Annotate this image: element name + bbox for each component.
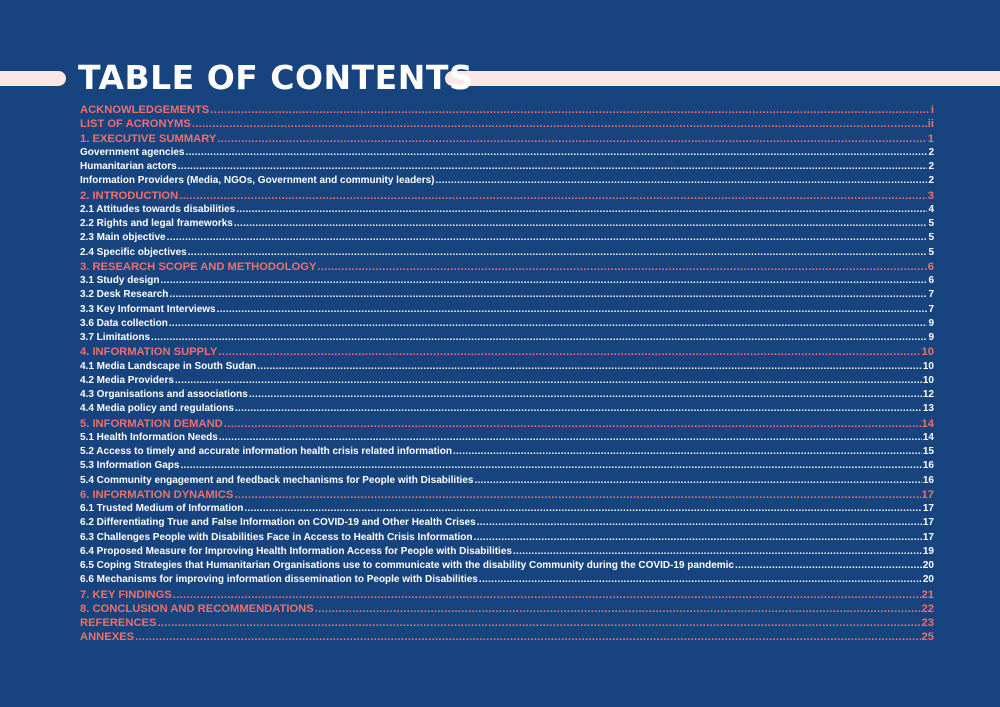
dot-leader: [217, 303, 928, 317]
toc-subsection-entry[interactable]: [80, 445, 934, 459]
toc-subsection-entry[interactable]: [80, 274, 934, 288]
dot-leader: [234, 488, 920, 502]
toc-subsection-entry[interactable]: [80, 388, 934, 402]
toc-section-entry[interactable]: [80, 260, 934, 274]
dot-leader: [185, 146, 927, 160]
toc-entry-label: 2.1 Attitudes towards disabilities: [80, 203, 236, 215]
toc-entry-label: 3.1 Study design: [80, 275, 160, 286]
toc-entry-label: 2.2 Rights and legal frameworks: [80, 218, 233, 229]
toc-page-number: 17: [922, 517, 934, 529]
toc-entry-label: 6.5 Coping Strategies that Humanitarian Organisations use to communicate with the disability Community during the COVID-19 pandemic: [80, 560, 734, 571]
toc-section-entry[interactable]: [80, 103, 934, 117]
toc-page-number: 2: [928, 161, 934, 172]
toc-entry-label: 3.7 Limitations: [80, 332, 151, 343]
dot-leader: [173, 588, 921, 602]
toc-subsection-entry[interactable]: [80, 459, 934, 473]
dot-leader: [249, 388, 922, 402]
dot-leader: [317, 260, 926, 274]
toc-section-entry[interactable]: [80, 345, 934, 359]
toc-entry-label: 4.1 Media Landscape in South Sudan: [80, 360, 257, 372]
toc-page-number: 13: [922, 403, 934, 415]
toc-entry-label: 5.4 Community engagement and feedback mechanisms for People with Disabilities: [80, 474, 474, 486]
dot-leader: [479, 573, 922, 587]
toc-subsection-entry[interactable]: [80, 231, 934, 245]
toc-entry-label: 7. KEY FINDINGS: [80, 588, 172, 601]
toc-entry-label: REFERENCES: [80, 617, 157, 629]
toc-entry-label: 6.2 Differentiating True and False Information on COVID-19 and Other Health Crises: [80, 517, 476, 529]
toc-page-number: 20: [922, 574, 934, 586]
toc-page-number: 1: [927, 132, 934, 145]
toc-page-number: 19: [922, 545, 934, 557]
dot-leader: [234, 217, 928, 231]
toc-entry-label: 6.1 Trusted Medium of Information: [80, 503, 244, 514]
toc-subsection-entry[interactable]: [80, 288, 934, 302]
toc-entry-label: ANNEXES: [80, 631, 135, 644]
toc-page-number: 10: [922, 374, 934, 386]
toc-subsection-entry[interactable]: [80, 331, 934, 345]
toc-entry-label: 6. INFORMATION DYNAMICS: [80, 488, 234, 501]
toc-subsection-entry[interactable]: [80, 402, 934, 416]
toc-entry-label: 4. INFORMATION SUPPLY: [80, 346, 218, 359]
toc-entry-label: 1. EXECUTIVE SUMMARY: [80, 132, 217, 145]
dot-leader: [178, 160, 928, 174]
dot-leader: [175, 374, 922, 388]
toc-page-number: 17: [921, 488, 934, 501]
dot-leader: [474, 474, 921, 488]
toc-entry-label: 3.2 Desk Research: [80, 289, 169, 301]
toc-subsection-entry[interactable]: [80, 374, 934, 388]
toc-subsection-entry[interactable]: [80, 531, 934, 545]
toc-section-entry[interactable]: [80, 630, 934, 644]
toc-section-entry[interactable]: [80, 588, 934, 602]
toc-page-number: 15: [922, 446, 934, 457]
toc-entry-label: Government agencies: [80, 146, 185, 158]
dot-leader: [477, 516, 922, 530]
page-title: TABLE OF CONTENTS: [78, 58, 474, 97]
toc-section-entry[interactable]: [80, 417, 934, 431]
toc-entry-label: 5.3 Information Gaps: [80, 460, 180, 472]
toc-subsection-entry[interactable]: [80, 160, 934, 174]
toc-subsection-entry[interactable]: [80, 360, 934, 374]
toc-page-number: 10: [921, 346, 934, 359]
toc-subsection-entry[interactable]: [80, 516, 934, 530]
toc-page-number: 21: [921, 588, 934, 601]
toc-page-number: ii: [927, 118, 934, 131]
toc-page-number: 10: [922, 360, 934, 372]
dot-leader: [224, 417, 921, 431]
toc-section-entry[interactable]: [80, 117, 934, 131]
toc-page-number: 2: [928, 175, 934, 187]
dot-leader: [436, 174, 928, 188]
toc-page-number: 14: [922, 431, 934, 443]
table-of-contents: [80, 103, 934, 645]
toc-entry-label: 3. RESEARCH SCOPE AND METHODOLOGY: [80, 260, 317, 273]
toc-entry-label: Information Providers (Media, NGOs, Government and community leaders): [80, 175, 435, 187]
toc-page-number: 3: [927, 189, 934, 202]
toc-page-number: 6: [927, 260, 934, 273]
toc-subsection-entry[interactable]: [80, 146, 934, 160]
toc-entry-label: 3.3 Key Informant Interviews: [80, 303, 216, 315]
toc-page-number: 4: [928, 203, 934, 215]
dot-leader: [169, 288, 927, 302]
toc-entry-label: Humanitarian actors: [80, 161, 177, 172]
toc-entry-label: 2.3 Main objective: [80, 232, 166, 244]
decorative-bar-left: [0, 71, 66, 86]
toc-entry-label: 4.4 Media policy and regulations: [80, 403, 234, 415]
toc-subsection-entry[interactable]: [80, 174, 934, 188]
dot-leader: [513, 545, 922, 559]
toc-subsection-entry[interactable]: [80, 203, 934, 217]
toc-page-number: 5: [928, 218, 934, 229]
dot-leader: [135, 630, 920, 644]
toc-entry-label: 5.2 Access to timely and accurate information health crisis related information: [80, 446, 452, 457]
toc-page-number: 6: [928, 275, 934, 286]
toc-entry-label: 4.3 Organisations and associations: [80, 389, 248, 400]
toc-subsection-entry[interactable]: [80, 545, 934, 559]
dot-leader: [244, 502, 922, 516]
toc-section-entry[interactable]: [80, 189, 934, 203]
toc-page-number: i: [930, 104, 934, 116]
toc-subsection-entry[interactable]: [80, 573, 934, 587]
dot-leader: [219, 431, 922, 445]
toc-page-number: 9: [928, 332, 934, 343]
decorative-bar-right: [445, 71, 1000, 86]
toc-page-number: 7: [928, 289, 934, 301]
toc-page-number: 23: [921, 617, 934, 629]
toc-section-entry[interactable]: [80, 616, 934, 630]
toc-subsection-entry[interactable]: [80, 217, 934, 231]
toc-page-number: 22: [921, 602, 934, 615]
toc-subsection-entry[interactable]: [80, 559, 934, 573]
dot-leader: [160, 274, 927, 288]
dot-leader: [179, 189, 927, 203]
dot-leader: [210, 103, 930, 117]
toc-entry-label: 6.3 Challenges People with Disabilities Face in Access to Health Crisis Information: [80, 531, 473, 543]
toc-subsection-entry[interactable]: [80, 431, 934, 445]
toc-page-number: 16: [922, 474, 934, 486]
toc-page-number: 5: [928, 246, 934, 258]
toc-page-number: 12: [922, 389, 934, 400]
toc-page-number: 7: [928, 303, 934, 315]
dot-leader: [188, 246, 928, 260]
toc-entry-label: 6.4 Proposed Measure for Improving Health Information Access for People with Disabilities: [80, 545, 512, 557]
toc-entry-label: ACKNOWLEDGEMENTS: [80, 104, 210, 116]
toc-subsection-entry[interactable]: [80, 502, 934, 516]
toc-page-number: 17: [922, 531, 934, 543]
dot-leader: [180, 459, 921, 473]
dot-leader: [167, 231, 928, 245]
toc-subsection-entry[interactable]: [80, 303, 934, 317]
toc-page-number: 2: [928, 146, 934, 158]
dot-leader: [218, 345, 920, 359]
toc-page-number: 20: [922, 560, 934, 571]
dot-leader: [169, 317, 928, 331]
toc-entry-label: 2. INTRODUCTION: [80, 189, 179, 202]
dot-leader: [217, 132, 926, 146]
toc-subsection-entry[interactable]: [80, 246, 934, 260]
toc-section-entry[interactable]: [80, 602, 934, 616]
toc-entry-label: 3.6 Data collection: [80, 317, 168, 329]
dot-leader: [453, 445, 922, 459]
dot-leader: [735, 559, 922, 573]
toc-subsection-entry[interactable]: [80, 474, 934, 488]
dot-leader: [257, 360, 922, 374]
dot-leader: [151, 331, 927, 345]
dot-leader: [235, 402, 922, 416]
toc-section-entry[interactable]: [80, 488, 934, 502]
toc-page-number: 9: [928, 317, 934, 329]
toc-page-number: 5: [928, 232, 934, 244]
toc-entry-label: 4.2 Media Providers: [80, 374, 174, 386]
toc-entry-label: 5.1 Health Information Needs: [80, 431, 218, 443]
dot-leader: [474, 531, 922, 545]
toc-entry-label: 2.4 Specific objectives: [80, 246, 187, 258]
toc-page-number: 14: [921, 417, 934, 430]
toc-page-number: 25: [921, 631, 934, 644]
dot-leader: [315, 602, 921, 616]
dot-leader: [157, 616, 920, 630]
toc-entry-label: 6.6 Mechanisms for improving information dissemination to People with Disabilities: [80, 574, 478, 586]
toc-section-entry[interactable]: [80, 132, 934, 146]
toc-entry-label: 8. CONCLUSION AND RECOMMENDATIONS: [80, 602, 314, 615]
toc-entry-label: 5. INFORMATION DEMAND: [80, 417, 223, 430]
toc-page-number: 16: [922, 460, 934, 472]
dot-leader: [236, 203, 927, 217]
toc-subsection-entry[interactable]: [80, 317, 934, 331]
toc-page-number: 17: [922, 503, 934, 514]
dot-leader: [192, 117, 927, 131]
toc-entry-label: LIST OF ACRONYMS: [80, 118, 191, 131]
